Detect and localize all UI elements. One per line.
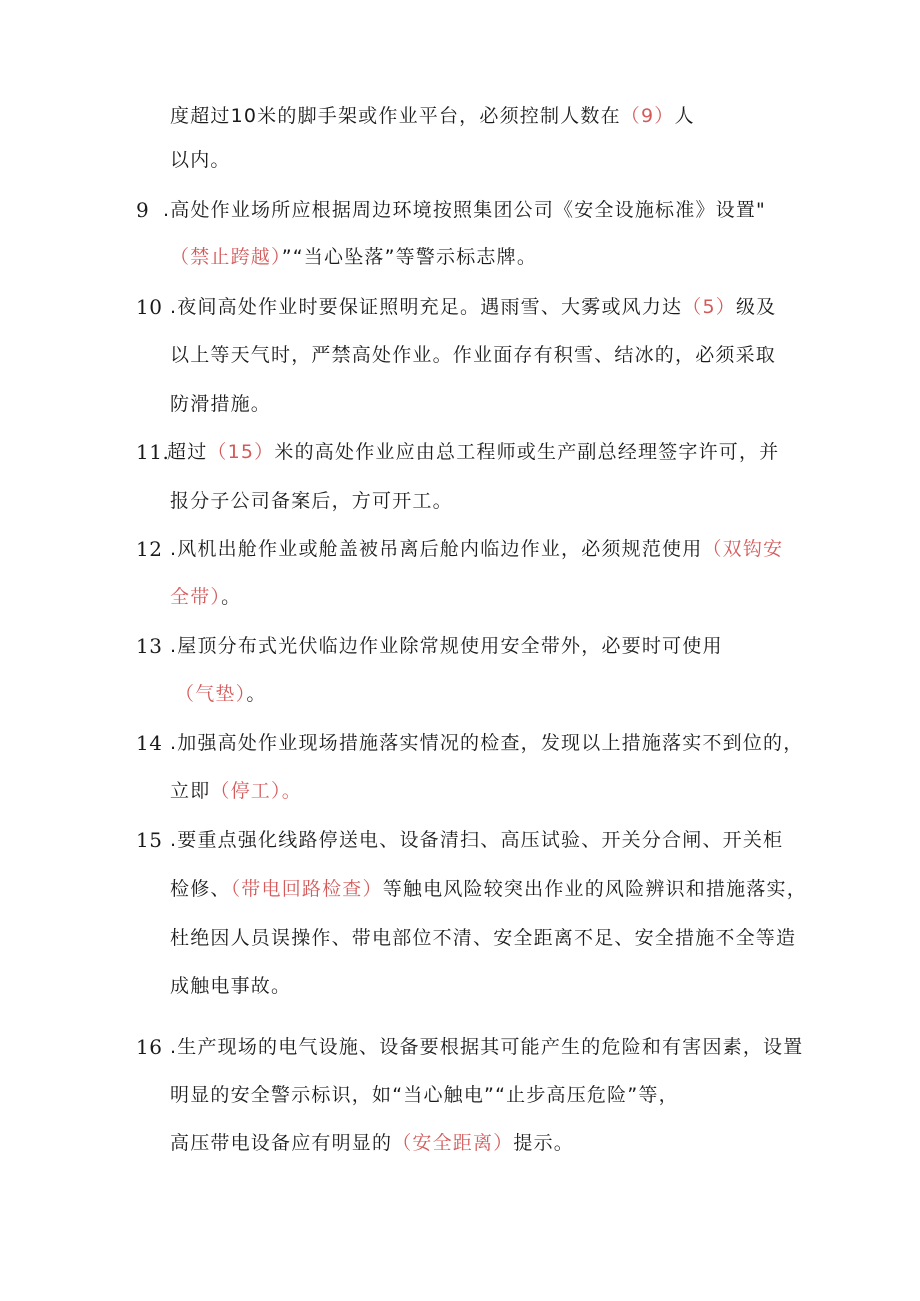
item-number-text: 14 xyxy=(136,731,163,755)
item-13-line-1 xyxy=(170,634,723,658)
body-text: .屋顶分布式光伏临边作业除常规使用安全带外，必要时可使用 xyxy=(170,635,723,657)
item-8-line-2 xyxy=(170,148,231,172)
item-9-line-2 xyxy=(170,245,537,269)
item-number-10 xyxy=(136,295,162,320)
answer-text: （停工）。 xyxy=(210,780,302,802)
item-number-11 xyxy=(136,440,169,465)
body-text: .高处作业场所应根据周边环境按照集团公司《安全设施标准》设置" xyxy=(163,199,766,221)
item-16-line-3 xyxy=(170,1131,574,1155)
answer-text: （禁止跨越） xyxy=(170,246,282,268)
body-text: ”“当心坠落”等警示标志牌。 xyxy=(281,246,538,268)
item-14-line-1 xyxy=(170,731,803,755)
body-text: 杜绝因人员误操作、带电部位不清、安全距离不足、安全措施不全等造 xyxy=(170,927,797,949)
body-text: 成触电事故。 xyxy=(170,975,292,997)
item-15-line-2 xyxy=(170,877,807,901)
item-10-line-3 xyxy=(170,392,271,416)
item-11-line-2 xyxy=(170,489,453,513)
item-number-13 xyxy=(136,634,162,659)
body-text: 提示。 xyxy=(513,1132,575,1154)
answer-text: （带电回路检查） xyxy=(230,878,383,900)
answer-text: （安全距离） xyxy=(392,1132,514,1154)
item-16-line-1 xyxy=(170,1035,803,1059)
item-14-line-2 xyxy=(170,779,302,803)
answer-text: （双钩安 xyxy=(702,538,784,560)
body-text: .要重点强化线路停送电、设备清扫、高压试验、开关分合闸、开关柜 xyxy=(170,829,784,851)
item-number-16 xyxy=(136,1035,162,1060)
item-15-line-1 xyxy=(170,828,783,852)
body-text: 报分子公司备案后，方可开工。 xyxy=(170,490,453,512)
item-16-line-2 xyxy=(170,1083,679,1107)
body-text: 超过 xyxy=(167,441,208,463)
item-11-line-1 xyxy=(167,440,779,464)
item-number-text: 12 xyxy=(136,537,163,561)
body-text: 以上等天气时，严禁高处作业。作业面存有积雪、结冰的，必须采取 xyxy=(170,344,777,366)
item-15-line-4 xyxy=(170,974,291,998)
body-text: .加强高处作业现场措施落实情况的检查，发现以上措施落实不到位的， xyxy=(170,732,804,754)
body-text: 人 xyxy=(674,105,695,127)
body-text: 防滑措施。 xyxy=(170,393,272,415)
answer-text: （15） xyxy=(207,441,275,463)
item-13-line-2 xyxy=(175,682,267,706)
body-text: 高压带电设备应有明显的 xyxy=(170,1132,393,1154)
item-number-text: 10 xyxy=(136,295,163,319)
item-number-text: 9 xyxy=(136,198,150,222)
body-text: 。 xyxy=(221,586,242,608)
item-number-text: 16 xyxy=(136,1035,163,1059)
body-text: 明显的安全警示标识，如“当心触电”“止步高压危险”等， xyxy=(170,1084,679,1106)
item-number-text: 15 xyxy=(136,828,163,852)
body-text: 以内。 xyxy=(170,149,231,171)
item-15-line-3 xyxy=(170,926,796,950)
body-text: 立即 xyxy=(170,780,211,802)
item-number-12 xyxy=(136,537,162,562)
item-number-text: 13 xyxy=(136,634,163,658)
answer-text: 全带） xyxy=(170,586,222,608)
item-number-text: 11. xyxy=(136,440,170,464)
body-text: 等触电风险较突出作业的风险辨识和措施落实， xyxy=(382,878,807,900)
body-text: .生产现场的电气设施、设备要根据其可能产生的危险和有害因素，设置 xyxy=(170,1036,804,1058)
item-10-line-1 xyxy=(170,295,776,319)
body-text: 检修、 xyxy=(170,878,231,900)
item-12-line-2 xyxy=(170,585,241,609)
body-text: .夜间高处作业时要保证照明充足。遇雨雪、大雾或风力达 xyxy=(170,296,683,318)
body-text: 度超过10米的脚手架或作业平台，必须控制人数在 xyxy=(170,105,621,127)
item-12-line-1 xyxy=(170,537,783,561)
item-number-9 xyxy=(136,198,149,223)
answer-text: （5） xyxy=(682,296,736,318)
body-text: .风机出舱作业或舱盖被吊离后舱内临边作业，必须规范使用 xyxy=(170,538,703,560)
body-text: 。 xyxy=(246,683,267,705)
item-9-line-1 xyxy=(163,198,766,222)
answer-text: （气垫） xyxy=(175,683,247,705)
answer-text: （9） xyxy=(620,105,675,127)
item-number-15 xyxy=(136,828,162,853)
item-8-line-1 xyxy=(170,104,695,128)
item-number-14 xyxy=(136,731,162,756)
item-10-line-2 xyxy=(170,343,776,367)
body-text: 米的高处作业应由总工程师或生产副总经理签字许可，并 xyxy=(274,441,780,463)
body-text: 级及 xyxy=(735,296,777,318)
